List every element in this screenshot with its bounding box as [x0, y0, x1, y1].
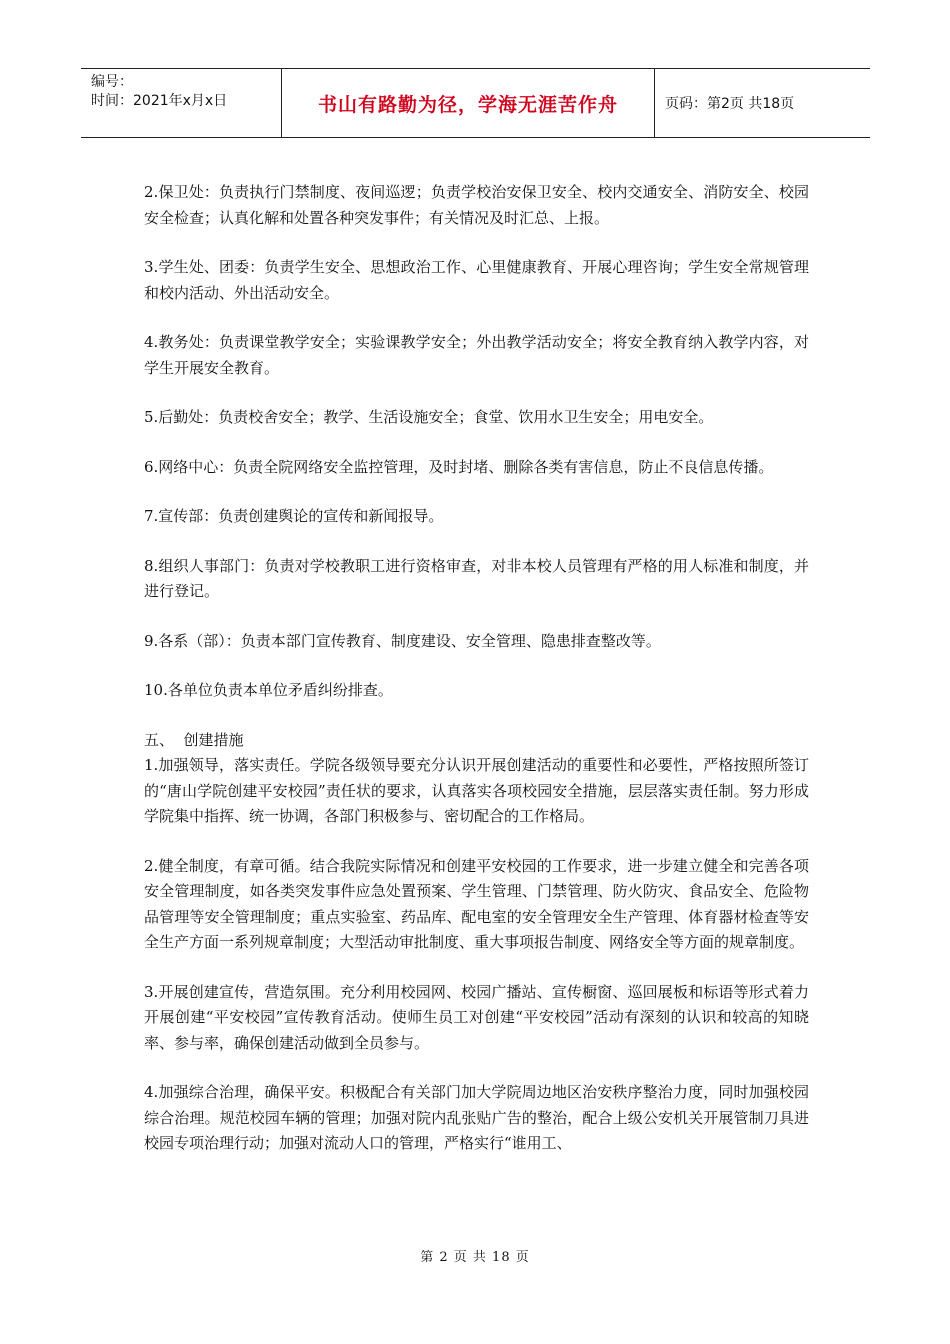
section-title: 五、 创建措施: [144, 730, 244, 749]
section-paragraph: 3.开展创建宣传，营造氛围。充分利用校园网、校园广播站、宣传橱窗、巡回展板和标语等形式着力开展创建“平安校园”宣传教育活动。使师生员工对创建“平安校园”活动有深刻的认识和较高的知晓率、参与率，确保创建活动做到全员参与。: [144, 982, 809, 1052]
paragraph: 5.后勤处：负责校舍安全；教学、生活设施安全；食堂、饮用水卫生安全；用电安全。: [144, 408, 714, 426]
paragraph: 4.教务处：负责课堂教学安全；实验课教学安全；外出教学活动安全；将安全教育纳入教学内容，对学生开展安全教育。: [144, 333, 809, 377]
header-motto: 书山有路勤为径，学海无涯苦作舟: [281, 69, 655, 137]
paragraph: 8.组织人事部门：负责对学校教职工进行资格审查，对非本校人员管理有严格的用人标准和制度，并进行登记。: [144, 556, 809, 600]
section-paragraph: 1.加强领导，落实责任。学院各级领导要充分认识开展创建活动的重要性和必要性，严格按照所签订的“唐山学院创建平安校园”责任状的要求，认真落实各项校园安全措施，层层落实责任制。努力形成学院集中指挥、统一协调，各部门积极参与、密切配合的工作格局。: [144, 756, 809, 825]
page-footer: 第 2 页 共 18 页: [420, 1250, 530, 1265]
paragraph: 3.学生处、团委：负责学生安全、思想政治工作、心里健康教育、开展心理咨询；学生安全常规管理和校内活动、外出活动安全。: [144, 258, 809, 302]
page-header: [81, 68, 870, 138]
document-body: [144, 180, 809, 1157]
header-page-info: 页码：第2页 共18页: [665, 96, 795, 112]
paragraph: 2.保卫处：负责执行门禁制度、夜间巡逻；负责学校治安保卫安全、校内交通安全、消防安全、校园安全检查；认真化解和处置各种突发事件；有关情况及时汇总、上报。: [144, 183, 809, 227]
paragraph: 7.宣传部：负责创建舆论的宣传和新闻报导。: [144, 507, 444, 525]
header-number-label: 编号：: [91, 74, 133, 90]
paragraph: 9.各系（部）：负责本部门宣传教育、制度建设、安全管理、隐患排查整改等。: [144, 631, 661, 650]
header-date: 时间：2021年x月x日: [91, 93, 228, 109]
section-paragraph: 2.健全制度，有章可循。结合我院实际情况和创建平安校园的工作要求，进一步建立健全和完善各项安全管理制度，如各类突发事件应急处置预案、学生管理、门禁管理、防火防灾、食品安全、危险物品管理等安全管理制度；重点实验室、药品库、配电室的安全管理安全生产管理、体育器材检查等安全生产方面一系列规章制度；大型活动审批制度、重大事项报告制度、网络安全等方面的规章制度。: [144, 856, 809, 951]
header-meta: [81, 69, 281, 137]
paragraph: 6.网络中心：负责全院网络安全监控管理，及时封堵、删除各类有害信息，防止不良信息传播。: [144, 457, 774, 476]
paragraph: 10.各单位负责本单位矛盾纠纷排查。: [144, 681, 393, 699]
section-paragraph: 4.加强综合治理，确保平安。积极配合有关部门加大学院周边地区治安秩序整治力度，同时加强校园综合治理。规范校园车辆的管理；加强对院内乱张贴广告的整治，配合上级公安机关开展管制刀具进校园专项治理行动；加强对流动人口的管理，严格实行“谁用工、: [144, 1083, 809, 1152]
